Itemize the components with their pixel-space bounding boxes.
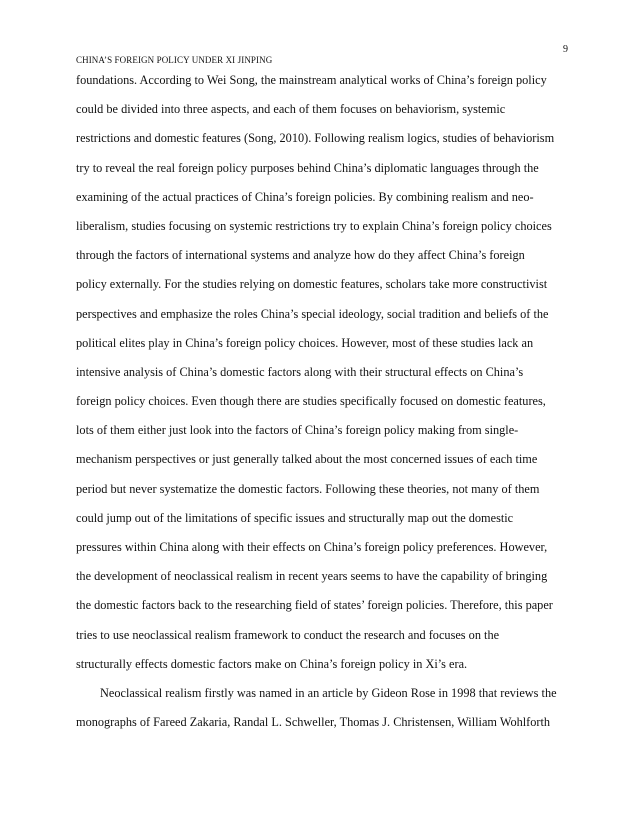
text-line: liberalism, studies focusing on systemic restrictions try to explain China’s foreign policy choices bbox=[76, 218, 552, 233]
text-line: could be divided into three aspects, and each of them focuses on behaviorism, systemic bbox=[76, 102, 506, 117]
text-line: through the factors of international systems and analyze how do they affect China’s foreign bbox=[76, 248, 525, 263]
text-line: lots of them either just look into the factors of China’s foreign policy making from single- bbox=[76, 423, 519, 438]
text-line: period but never systematize the domestic factors. Following these theories, not many of them bbox=[76, 481, 540, 496]
text-line: policy externally. For the studies relying on domestic features, scholars take more constructivist bbox=[76, 277, 548, 292]
text-line: political elites play in China’s foreign policy choices. However, most of these studies lack an bbox=[76, 335, 534, 350]
body-text bbox=[76, 66, 576, 737]
text-line: tries to use neoclassical realism framework to conduct the research and focuses on the bbox=[76, 627, 500, 642]
text-line: foreign policy choices. Even though there are studies specifically focused on domestic features, bbox=[76, 394, 546, 409]
text-line: could jump out of the limitations of specific issues and structurally map out the domestic bbox=[76, 510, 514, 525]
page-number: 9 bbox=[563, 44, 568, 55]
text-line: intensive analysis of China’s domestic factors along with their structural effects on China’s bbox=[76, 364, 524, 379]
running-head: CHINA’S FOREIGN POLICY UNDER XI JINPING bbox=[76, 55, 273, 65]
text-line: the development of neoclassical realism in recent years seems to have the capability of bringing bbox=[76, 569, 548, 584]
text-line: structurally effects domestic factors make on China’s foreign policy in Xi’s era. bbox=[76, 656, 468, 671]
text-line: mechanism perspectives or just generally talked about the most concerned issues of each time bbox=[76, 452, 538, 467]
text-line: try to reveal the real foreign policy purposes behind China’s diplomatic languages through the bbox=[76, 160, 539, 175]
text-line: examining of the actual practices of China’s foreign policies. By combining realism and neo- bbox=[76, 189, 534, 204]
text-line: pressures within China along with their effects on China’s foreign policy preferences. However, bbox=[76, 540, 548, 554]
text-line: the domestic factors back to the researching field of states’ foreign policies. Therefore, this paper bbox=[76, 598, 553, 613]
text-line: perspectives and emphasize the roles China’s special ideology, social tradition and beliefs of the bbox=[76, 306, 549, 321]
paragraph-first-line: Neoclassical realism firstly was named in an article by Gideon Rose in 1998 that reviews the bbox=[100, 685, 557, 700]
text-line: foundations. According to Wei Song, the mainstream analytical works of China’s foreign policy bbox=[76, 73, 547, 87]
text-line: monographs of Fareed Zakaria, Randal L. Schweller, Thomas J. Christensen, William Wohlforth bbox=[76, 715, 551, 730]
text-line: restrictions and domestic features (Song, 2010). Following realism logics, studies of behaviorism bbox=[76, 131, 555, 146]
